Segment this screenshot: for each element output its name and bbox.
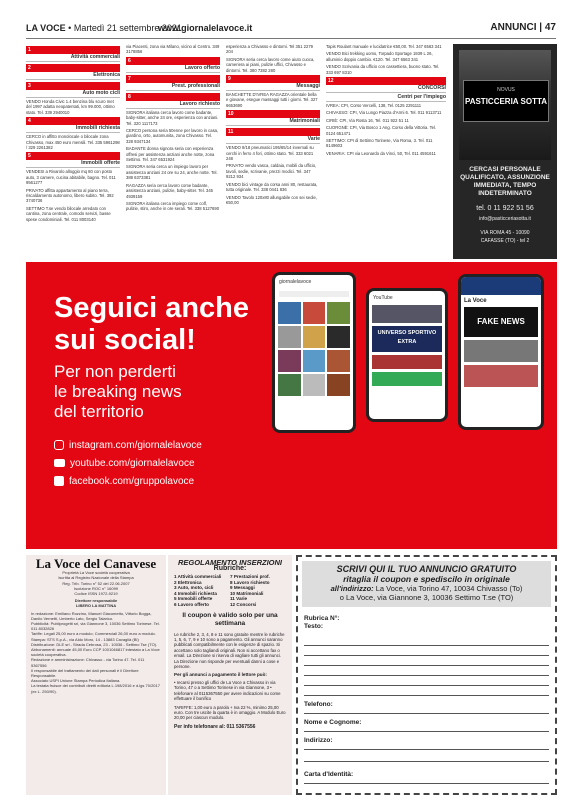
- category-9: [226, 75, 320, 83]
- telefono-field[interactable]: [304, 701, 549, 714]
- indirizzo-field[interactable]: [304, 737, 549, 750]
- masthead-line: In redazione: Emiliano Rozzino, Manuel Giacometto, Vittorio Bogga, Danilo Vernetti, Umberto Lato, Sergio Talarico.: [31, 610, 152, 621]
- rubrica-item: 2 Elettronica: [174, 579, 202, 585]
- category-2: [26, 64, 120, 72]
- banner-subtitle: [54, 362, 182, 422]
- category-title: Attività commerciali: [26, 54, 120, 62]
- column-1: [26, 44, 120, 224]
- nome-field[interactable]: [304, 719, 549, 732]
- ad-text: SIGNORA seria cerca lavoro come aiuto cuoca, cameriera ai piani, pulizie uffici, Chivasso e dintorni. Tel. 380 7382 280: [226, 56, 315, 73]
- banner-title-line: Seguici anche: [54, 292, 250, 324]
- rules-text: • recarsi presso gli uffici de La Voce a Chivasso in via Torino, 47 o a Settimo Torinese in via Giannone, 3 • telefonare al 0115367550 per avere indicazioni su come effettuare il bonifico: [174, 680, 281, 702]
- category-12: [326, 77, 446, 85]
- field-label: Testo:: [304, 623, 324, 630]
- facebook-link[interactable]: facebook.com/gruppolavoce: [69, 476, 195, 487]
- page-number: 47: [544, 22, 556, 33]
- banner-title: [54, 292, 249, 356]
- youtube-icon: [54, 459, 65, 467]
- coupon-title-4: o La Voce, via Giannone 3, 10036 Settimo T.se (TO): [339, 593, 514, 602]
- coupon-title-1: SCRIVI QUI IL TUO ANNUNCIO GRATUITO: [336, 564, 517, 574]
- masthead-line: Iscrizione ROC n° 16099: [73, 585, 119, 591]
- shop-sign: [463, 80, 549, 122]
- photo-tile: [327, 350, 350, 372]
- video-thumb: [372, 372, 442, 386]
- field-label: Rubrica N°:: [304, 615, 340, 622]
- instagram-icon: [54, 440, 64, 450]
- rubrica-item: 8 Lavoro richiesto: [230, 579, 270, 585]
- masthead-line: Direttore responsabile: [74, 598, 118, 604]
- photo-tile: [278, 302, 301, 324]
- banner-sub-line: Per non perderti: [54, 362, 176, 381]
- field-label: Nome e Cognome:: [304, 719, 362, 726]
- field-label: Telefono:: [304, 701, 333, 708]
- masthead: [26, 555, 166, 795]
- fb-post-banner: FAKE NEWS: [464, 307, 538, 337]
- category-5: [26, 152, 120, 160]
- masthead-line: La testata fruisce dei contributi diretti editoria L.198/2016 e d.lgs 70/2017 (ex L. 250/90).: [31, 683, 160, 694]
- category-number: 4: [28, 118, 31, 125]
- ad-text: CHIVASSO: CPI, Via Lungo Piazza d'Armi 6. Tel. 011 9113711: [326, 110, 442, 116]
- banner-title-line: sui social!: [54, 324, 196, 356]
- masthead-line: Pubblicità: Publiprogetti srl, via Giannone 3, 10036 Settimo Torinese. Tel. 011 8032826: [31, 621, 160, 632]
- masthead-title: La Voce del Canavese: [35, 556, 157, 571]
- ad-text: via Piacenti, zona via Milano, vicino al Centro. 349 3178856: [126, 44, 220, 55]
- category-title: Immobili richiesta: [26, 125, 120, 133]
- address-line[interactable]: [304, 755, 549, 762]
- page-header: [26, 22, 556, 39]
- ad-text: BADANTE donna signora seria con esperienza offresi per assistenza anziani anche notte, zona Settimo. Tel. 347 6531924: [126, 146, 215, 163]
- column-2: [126, 44, 220, 214]
- rules-subtitle: Rubriche:: [213, 565, 247, 572]
- rules-box: [168, 555, 292, 795]
- ad-text: CIRIÈ: CPI, Via Rosta 16, Tel. 011 922 51 11: [326, 117, 409, 123]
- category-number: 2: [28, 65, 31, 71]
- category-subtitle: Centri per l'impiego: [326, 94, 446, 102]
- social-links: [54, 437, 202, 491]
- text-line[interactable]: [304, 689, 549, 696]
- ad-text: VENDESI a Rivarolo alloggio mq 80 con posto auto, 3 camere, cucina abitabile, bagno. Tel. 011 9561277: [26, 169, 116, 186]
- social-facebook[interactable]: [54, 473, 202, 491]
- carta-field[interactable]: [304, 771, 549, 784]
- header-left: LA VOCE • Martedì 21 settembre 2021: [26, 23, 182, 33]
- rubrica-item: 6 Lavoro offerto: [174, 601, 209, 607]
- date: Martedì 21 settembre 2021: [73, 23, 182, 33]
- category-6: [126, 57, 220, 65]
- phone-title: YouTube: [373, 295, 393, 301]
- video-banner: UNIVERSO SPORTIVO EXTRA: [372, 326, 442, 352]
- field-label: Indirizzo:: [304, 737, 333, 744]
- category-number: 10: [228, 111, 234, 118]
- section-name: ANNUNCI: [490, 22, 537, 33]
- ad-text: RAGAZZA seria cerca lavoro come badante, assistenza anziani, pulizie, baby-sitter. Tel. 345 4939159: [126, 182, 213, 199]
- phone-youtube: [366, 288, 448, 422]
- rubrica-item: 5 Immobili offerte: [174, 596, 213, 602]
- text-line[interactable]: [304, 639, 549, 646]
- category-1: [26, 46, 120, 54]
- masthead-line: Il responsabile del trattamento dei dati personali è il Direttore Responsabile.: [31, 667, 139, 679]
- ad-text: VENDO 9/18 pneumatici 195/65/14 invernali su cerchi in ferro 4 fori, ottimo stato. Tel. 333 6021 248: [226, 145, 314, 162]
- masthead-line: Iscritta al Registro Nazionale della Stampa: [58, 575, 134, 581]
- category-4: [26, 117, 120, 125]
- masthead-line: LIBERO LA MATTINA: [75, 603, 117, 609]
- ad-logo: NOVUS: [497, 87, 515, 93]
- ad-text: SETTIMO T.se vendo bilocale arredato con cantina, zona centrale, comodo servizi, basse spese condominiali. Tel. 011 8003140: [26, 205, 111, 222]
- text-line[interactable]: [304, 659, 549, 666]
- category-number: 1: [28, 47, 31, 53]
- category-title: CONCORSI: [326, 85, 446, 93]
- text-line[interactable]: [304, 669, 549, 676]
- photo-tile: [303, 350, 326, 372]
- category-7: [126, 75, 220, 83]
- category-3: [26, 82, 120, 90]
- category-title: Elettronica: [26, 72, 120, 80]
- photo-tile: [278, 326, 301, 348]
- photo-tile: [327, 374, 350, 396]
- video-thumb: [372, 355, 442, 369]
- ad-text: PRIVATO vendo vasca, caldaia, mobili da ufficio, tavoli, sedie, scrivanie, prezzi modici. Tel. 347 9212 934: [226, 163, 317, 180]
- ad-text: VENDO Tavolo 120x80 allungabile con sei sedie, €50,00: [226, 194, 317, 205]
- category-10: [226, 110, 320, 118]
- ad-headline: CERCASI PERSONALE QUALIFICATO, ASSUNZIONE IMMEDIATA, TEMPO INDETERMINATO: [460, 166, 550, 197]
- rules-info: Per info telefonare al: 011 5367556: [174, 723, 256, 730]
- category-title: Messaggi: [226, 83, 320, 91]
- category-number: 11: [228, 129, 234, 136]
- shop-photo: [459, 50, 551, 160]
- job-ad[interactable]: [453, 44, 557, 259]
- ad-text: CERCO persona seria 50enne per lavoro in casa, giardino, orto, automunita, zona Chivasso. Tel. 328 9347134: [126, 128, 219, 144]
- ad-email: info@pasticceriasotta.it: [479, 216, 531, 222]
- category-8: [126, 93, 220, 101]
- coupon-form: [296, 555, 557, 795]
- ad-text: SIGNORA italiana cerca impiego come colf, pulizie, stiro, anche in ore serali. Tel. 338 5127690: [126, 200, 220, 212]
- coupon-title-3a: all'indirizzo:: [330, 584, 374, 593]
- category-number: 12: [328, 78, 334, 85]
- site-url[interactable]: www.giornalelavoce.it: [158, 23, 253, 33]
- fb-post-image: [464, 365, 538, 387]
- photo-grid: [275, 299, 353, 399]
- category-title: Immobili offerte: [26, 160, 120, 168]
- banner-sub-line: del territorio: [54, 402, 144, 421]
- ad-text: CERCO in affitto monolocale o bilocale zona Chivasso, max 450 euro mensili. Tel. 335 5961298 / 329 2261382: [26, 134, 120, 151]
- category-title: Auto moto cicli: [26, 90, 120, 98]
- facebook-icon: [54, 476, 64, 486]
- rules-text: Le rubriche 2, 3, 4, 8 e 11 sono gratuite mentre le rubriche 1, 5, 6, 7, 9 e 10 sono a pagamento. Gli annunci saranno pubblicati compatibilmente con le esigenze di spazio. Si accettano solo tagliandi originali. Non si accettano fax o email. La Direzione si riserva di vagliare tutti gli annunci. La Direzione non risponde per eventuali danni a cose e persone.: [174, 631, 285, 669]
- photo-tile: [278, 350, 301, 372]
- phone-bar: [279, 291, 349, 297]
- text-line[interactable]: [304, 649, 549, 656]
- masthead-line: Tariffe: Legali 25,00 euro a modulo; Commerciali 26,00 euro a modulo.: [31, 631, 156, 637]
- ad-text: SIGNORA italiana cerca lavoro come badante, baby-sitter, anche 24 ore, esperienza con anziani. Tel. 320 1117173: [126, 109, 219, 126]
- column-4: [326, 44, 446, 158]
- category-title: Varie: [226, 136, 320, 144]
- coupon-notice: Il coupon è valido solo per una settimana: [182, 611, 278, 627]
- ad-text: esperienza a Chivasso e dintorni. Tel 351 2279 204: [226, 44, 313, 55]
- social-youtube[interactable]: [54, 455, 202, 473]
- coupon-title-3b: La Voce, via Torino 47, 10034 Chivasso (To): [375, 584, 523, 593]
- paper-name: LA VOCE: [26, 23, 66, 33]
- category-number: 9: [228, 76, 231, 83]
- masthead-line: Abbonamenti: annuale 45,00 Euro CCP 1001046817 intestato a La Voce società cooperativa.: [31, 647, 160, 658]
- coupon-title-2: ritaglia il coupon e spediscilo in originale: [343, 574, 510, 584]
- ad-text: SIGNORA seria cerca un impiego lavoro per assistenza anziani 24 ore su 24, anche notte. Tel. 388 6373381: [126, 164, 218, 181]
- category-number: 6: [128, 57, 131, 64]
- category-number: 3: [28, 83, 31, 89]
- shop-name: PASTICCERIA SOTTA: [464, 97, 548, 106]
- category-title: Prest. professionali: [126, 83, 220, 91]
- rubrica-item: 3 Auto, moto, cicli: [174, 585, 214, 591]
- photo-tile: [327, 302, 350, 324]
- rules-text: Per gli annunci a pagamento il lettore può:: [174, 672, 267, 678]
- instagram-link[interactable]: instagram.com/giornalelavoce: [69, 440, 202, 451]
- category-number: 5: [28, 153, 31, 160]
- fb-post-image: [464, 340, 538, 362]
- ad-text: VENDO Bici trekking uomo, Torpado Sportage 1939 L 26, alluminio doppio cambio. €120. Tel. 347 6563 341: [326, 51, 433, 62]
- phone-facebook: [458, 274, 544, 430]
- rubrica-item: 9 Messaggi: [230, 585, 255, 591]
- rules-title: REGOLAMENTO INSERZIONI: [177, 558, 283, 567]
- masthead-line: Distribuzione: DLE srl - Strada Cebrosa, 23 - 10036 - Settimo Tse (TO).: [31, 641, 158, 647]
- category-11: [226, 128, 320, 136]
- ad-address: VIA ROMA 45 - 10090: [480, 230, 530, 236]
- phone-title: giornalelavoce: [279, 279, 312, 285]
- masthead-lines: [26, 570, 166, 694]
- ad-text: VENDO Honda Civic 1.4 benzina blu scuro met del 1997 adatta neopatentati, km 99.000, ottimo stato. Tel. 339 2940010: [26, 99, 115, 115]
- masthead-line: Reg. Trib. Torino n° 52 del 22.06.2007: [62, 580, 130, 586]
- rubrica-item: 4 Immobili richiesta: [174, 590, 217, 596]
- ad-city: CAFASSE (TO) - tel 2: [480, 238, 530, 244]
- category-number: 7: [128, 75, 131, 82]
- banner-sub-line: le breaking news: [54, 382, 182, 401]
- testo-label: [304, 623, 549, 635]
- photo-tile: [303, 374, 326, 396]
- ad-text: PRIVATO affitta appartamento al piano terra, riscaldamento autonomo, libero subito. Tel. 392 3740736: [26, 187, 114, 204]
- ad-text: VENARIA: CPI via Leonardo da Vinci, 50, Tel. 011 4591611: [326, 150, 436, 156]
- ad-text: Tapis Roulant manuale e lucidatrice €50,00. Tel. 347 6563 341: [326, 44, 442, 49]
- photo-tile: [278, 374, 301, 396]
- rubrica-item: 10 Matrimoniali: [230, 590, 264, 596]
- ad-text: VENDO Scrivania da ufficio con cassettiera, buono stato. Tel. 333 697 8310: [326, 64, 440, 75]
- photo-tile: [303, 302, 326, 324]
- ad-text: CUORGNÈ: CPI, Via Bosco 1 Ang. Corso della Vittoria. Tel. 0124 651471: [326, 125, 437, 136]
- rubrica-item: 12 Concorsi: [230, 601, 257, 607]
- masthead-line: Associato USPI Unione Stampa Periodica Italiana.: [31, 678, 121, 684]
- rubrica-item: 7 Prestazioni prof.: [230, 574, 270, 579]
- masthead-line: Redazione e amministrazione: Chivasso - via Torino 47. Tel. 011 5367556: [31, 657, 145, 668]
- category-title: Lavoro offerto: [126, 65, 220, 73]
- masthead-line: Codice ISSN 1972-9219: [74, 591, 118, 597]
- photo-tile: [327, 326, 350, 348]
- category-number: 8: [128, 93, 131, 100]
- coupon-heading: [302, 561, 551, 607]
- section-title: ANNUNCI | 47: [490, 22, 556, 33]
- youtube-link[interactable]: youtube.com/giornalelavoce: [70, 458, 195, 469]
- social-instagram[interactable]: [54, 437, 202, 455]
- rules-text: TARIFFE: 1,00 euro a parola + Iva 22 %, minimo 25,00 euro. Con tre uscite la quarta è in omaggio. A Modulo Euro 20,00 per ciascun modulo.: [174, 704, 286, 721]
- text-line[interactable]: [304, 679, 549, 686]
- ad-text: VENDO bici vintage da corsa anni 80, restaurata, tutta originale. Tel. 338 0441 836: [226, 181, 318, 193]
- rubriche-list: [168, 572, 292, 610]
- ad-phone: tel. 0 11 922 51 56: [476, 205, 534, 212]
- video-thumb: [372, 305, 442, 323]
- rubrica-item: 1 Attività commerciali: [174, 574, 222, 579]
- ad-text: BANCHETTE D'IVREA RAGAZZA orientale bella e giovane, esegue massaggi tutti i giorni. Tel. 327 6653690: [226, 92, 318, 108]
- column-3: [226, 44, 320, 207]
- phone-instagram: [272, 272, 356, 433]
- social-banner: [26, 262, 557, 549]
- ad-text: SETTIMO: CPI di Settimo Torinese, Via Roma, 3. Tel. 011 8149603: [326, 138, 433, 149]
- photo-tile: [303, 326, 326, 348]
- masthead-line: Proprietà La Voce società cooperativa: [62, 570, 130, 576]
- masthead-line: Stampa: STS S.p.A., via Aldo Moro, 14 - 13883 Cavaglià (BI): [31, 636, 139, 642]
- category-title: Lavoro richiesto: [126, 101, 220, 109]
- rubrica-item: 11 Varie: [230, 596, 248, 602]
- ad-text: IVREA: CPI, Corso Vercelli, 138, Tel. 0125 2291111: [326, 103, 422, 109]
- field-label: Carta d'Identità:: [304, 771, 354, 778]
- fb-header: [461, 277, 541, 295]
- category-title: Matrimoniali: [226, 118, 320, 126]
- phone-title: La Voce: [464, 298, 487, 304]
